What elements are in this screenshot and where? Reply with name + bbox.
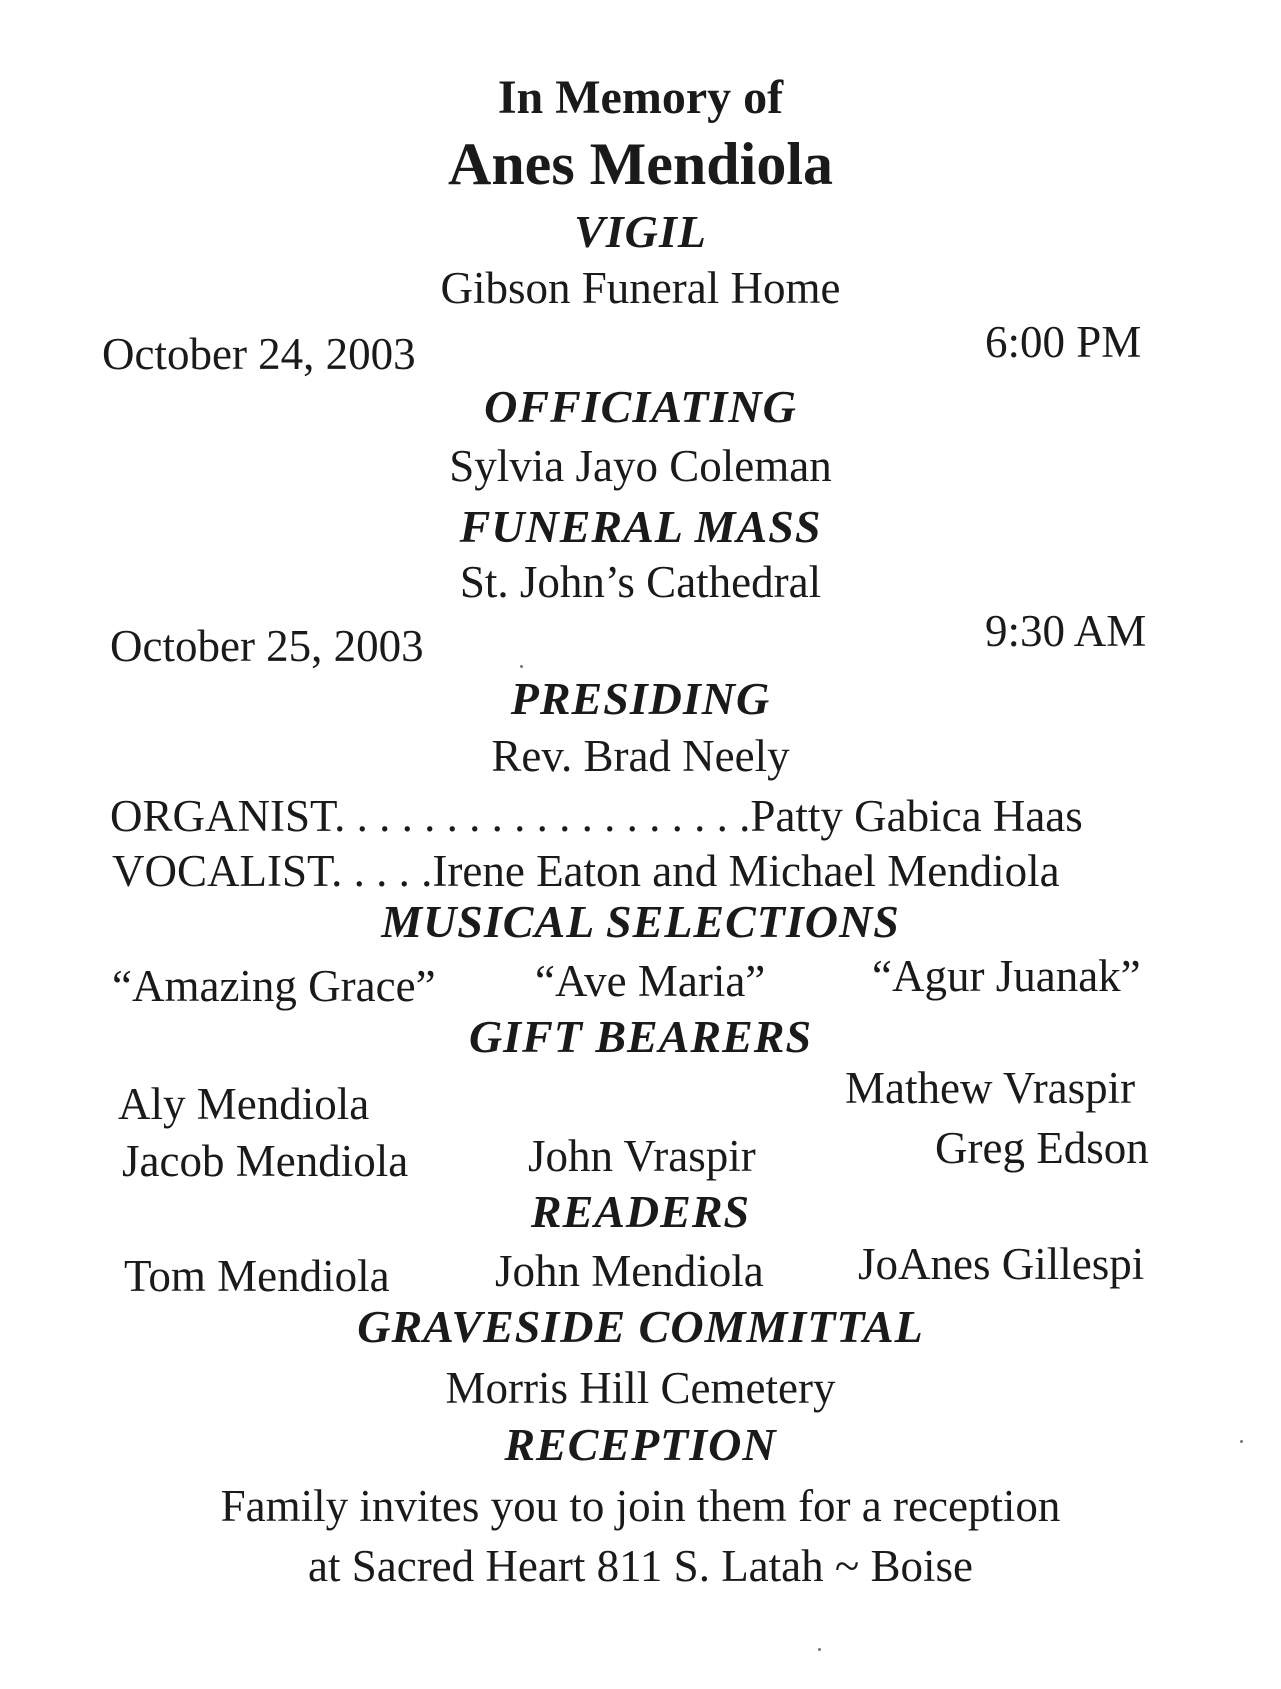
scan-speck: [1240, 1440, 1243, 1443]
vigil-heading: VIGIL: [574, 206, 707, 257]
reception-text-line2: at Sacred Heart 811 S. Latah ~ Boise: [308, 1541, 973, 1591]
vigil-date: October 24, 2003: [102, 329, 416, 379]
officiating-name: Sylvia Jayo Coleman: [449, 441, 832, 491]
organist-line: ORGANIST. . . . . . . . . . . . . . . . . . .Patty Gabica Haas: [110, 791, 1083, 841]
song-item: “Ave Maria”: [535, 956, 766, 1006]
vigil-time: 6:00 PM: [985, 317, 1142, 367]
scan-speck: [520, 665, 523, 668]
gift-bearer-name: Aly Mendiola: [118, 1079, 370, 1129]
musical-selections-heading: MUSICAL SELECTIONS: [381, 896, 900, 947]
funeral-mass-heading: FUNERAL MASS: [459, 501, 822, 552]
reception-text-line1: Family invites you to join them for a reception: [220, 1481, 1061, 1531]
reader-name: Tom Mendiola: [124, 1251, 390, 1301]
in-memory-of-heading: In Memory of: [497, 71, 784, 124]
gift-bearer-name: Jacob Mendiola: [122, 1136, 409, 1186]
deceased-name: Anes Mendiola: [447, 131, 834, 197]
vocalist-line: VOCALIST. . . . .Irene Eaton and Michael Mendiola: [112, 846, 1060, 896]
graveside-heading: GRAVESIDE COMMITTAL: [357, 1301, 924, 1352]
reader-name: John Mendiola: [495, 1246, 764, 1296]
gift-bearer-name: John Vraspir: [528, 1131, 756, 1181]
gift-bearers-heading: GIFT BEARERS: [468, 1011, 813, 1062]
vigil-location: Gibson Funeral Home: [440, 263, 841, 313]
graveside-location: Morris Hill Cemetery: [445, 1363, 836, 1413]
gift-bearer-name: Greg Edson: [935, 1123, 1149, 1173]
presiding-heading: PRESIDING: [510, 673, 771, 724]
presiding-name: Rev. Brad Neely: [491, 731, 790, 781]
song-item: “Agur Juanak”: [872, 951, 1141, 1001]
reader-name: JoAnes Gillespi: [858, 1239, 1145, 1289]
funeral-mass-date: October 25, 2003: [110, 621, 424, 671]
gift-bearer-name: Mathew Vraspir: [845, 1063, 1136, 1113]
song-item: “Amazing Grace”: [112, 961, 436, 1011]
scan-speck: [818, 1648, 821, 1651]
reception-heading: RECEPTION: [504, 1419, 777, 1470]
funeral-mass-time: 9:30 AM: [985, 606, 1147, 656]
funeral-mass-location: St. John’s Cathedral: [459, 557, 822, 607]
readers-heading: READERS: [530, 1186, 751, 1237]
officiating-heading: OFFICIATING: [484, 381, 797, 432]
